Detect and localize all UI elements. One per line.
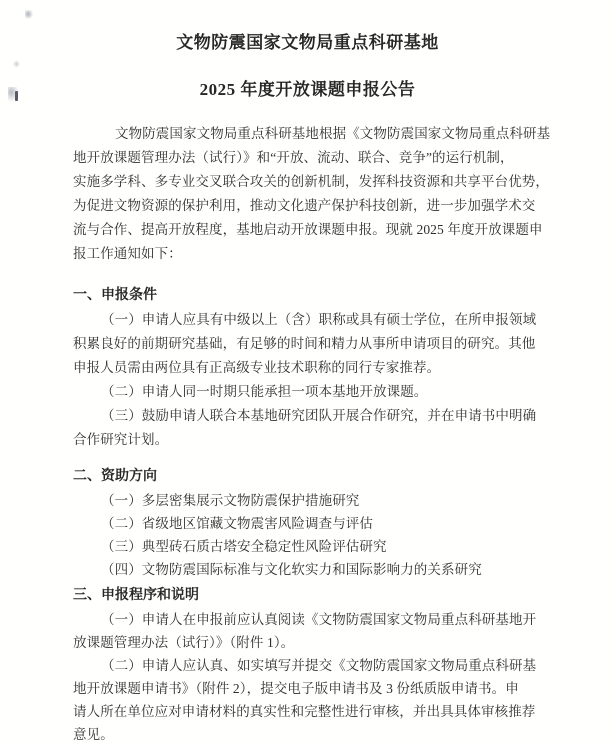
text-line: 实施多学科、多专业交叉联合攻关的创新机制，发挥科技资源和共享平台优势， xyxy=(73,174,549,189)
text-line: （一）申请人在申报前应认真阅读《文物防震国家文物局重点科研基地开 xyxy=(101,612,537,627)
text-line: （三）鼓励申请人联合本基地研究团队开展合作研究，并在申请书中明确 xyxy=(101,408,537,423)
section-heading: 一、申报条件 xyxy=(73,288,157,303)
text-line: 为促进文物资源的保护利用，推动文化遗产保护科技创新，进一步加强学术交 xyxy=(73,198,536,213)
text-line: （一）多层密集展示文物防震保护措施研究 xyxy=(101,493,360,508)
text-line: 积累良好的前期研究基础，有足够的时间和精力从事所申请项目的研究。其他 xyxy=(73,336,536,351)
text-line: 地开放课题申请书》（附件 2），提交电子版申请书及 3 份纸质版申请书。申 xyxy=(73,681,519,696)
text-line: 地开放课题管理办法（试行）》和“开放、流动、联合、竞争”的运行机制， xyxy=(73,150,514,165)
text-line: （二）申请人同一时期只能承担一项本基地开放课题。 xyxy=(101,384,428,399)
text-line: （四）文物防震国际标准与文化软实力和国际影响力的关系研究 xyxy=(101,562,482,577)
scan-speck-icon xyxy=(13,60,20,68)
document-subtitle: 2025 年度开放课题申报公告 xyxy=(199,80,416,99)
intro-paragraph xyxy=(73,122,551,266)
text-line: 文物防震国家文物局重点科研基地根据《文物防震国家文物局重点科研基 xyxy=(115,126,551,141)
section-heading: 二、资助方向 xyxy=(73,469,157,484)
text-line: 流与合作、提高开放程度，基地启动开放课题申报。现就 2025 年度开放课题申 xyxy=(73,222,543,237)
text-line: 意见。 xyxy=(73,727,114,742)
text-line: （二）省级地区馆藏文物震害风险调查与评估 xyxy=(101,516,373,531)
text-line: 请人所在单位应对申请材料的真实性和完整性进行审核，并出具具体审核推荐 xyxy=(73,704,536,719)
section-funding-directions xyxy=(73,465,543,581)
section-application-conditions xyxy=(73,284,543,452)
text-line: （三）典型砖石质古塔安全稳定性风险评估研究 xyxy=(101,539,387,554)
section-heading: 三、申报程序和说明 xyxy=(73,588,199,603)
text-line: 合作研究计划。 xyxy=(73,432,169,447)
text-line: 放课题管理办法（试行）》（附件 1）。 xyxy=(73,635,295,650)
text-line: （一）申请人应具有中级以上（含）职称或具有硕士学位，在所申报领域 xyxy=(101,312,537,327)
text-line: （二）申请人应认真、如实填写并提交《文物防震国家文物局重点科研基 xyxy=(101,658,537,673)
text-line: 报工作通知如下： xyxy=(73,246,182,261)
text-line: 申报人员需由两位具有正高级专业技术职称的同行专家推荐。 xyxy=(73,360,441,375)
section-application-procedure xyxy=(73,584,543,742)
document-title: 文物防震国家文物局重点科研基地 xyxy=(176,33,439,52)
